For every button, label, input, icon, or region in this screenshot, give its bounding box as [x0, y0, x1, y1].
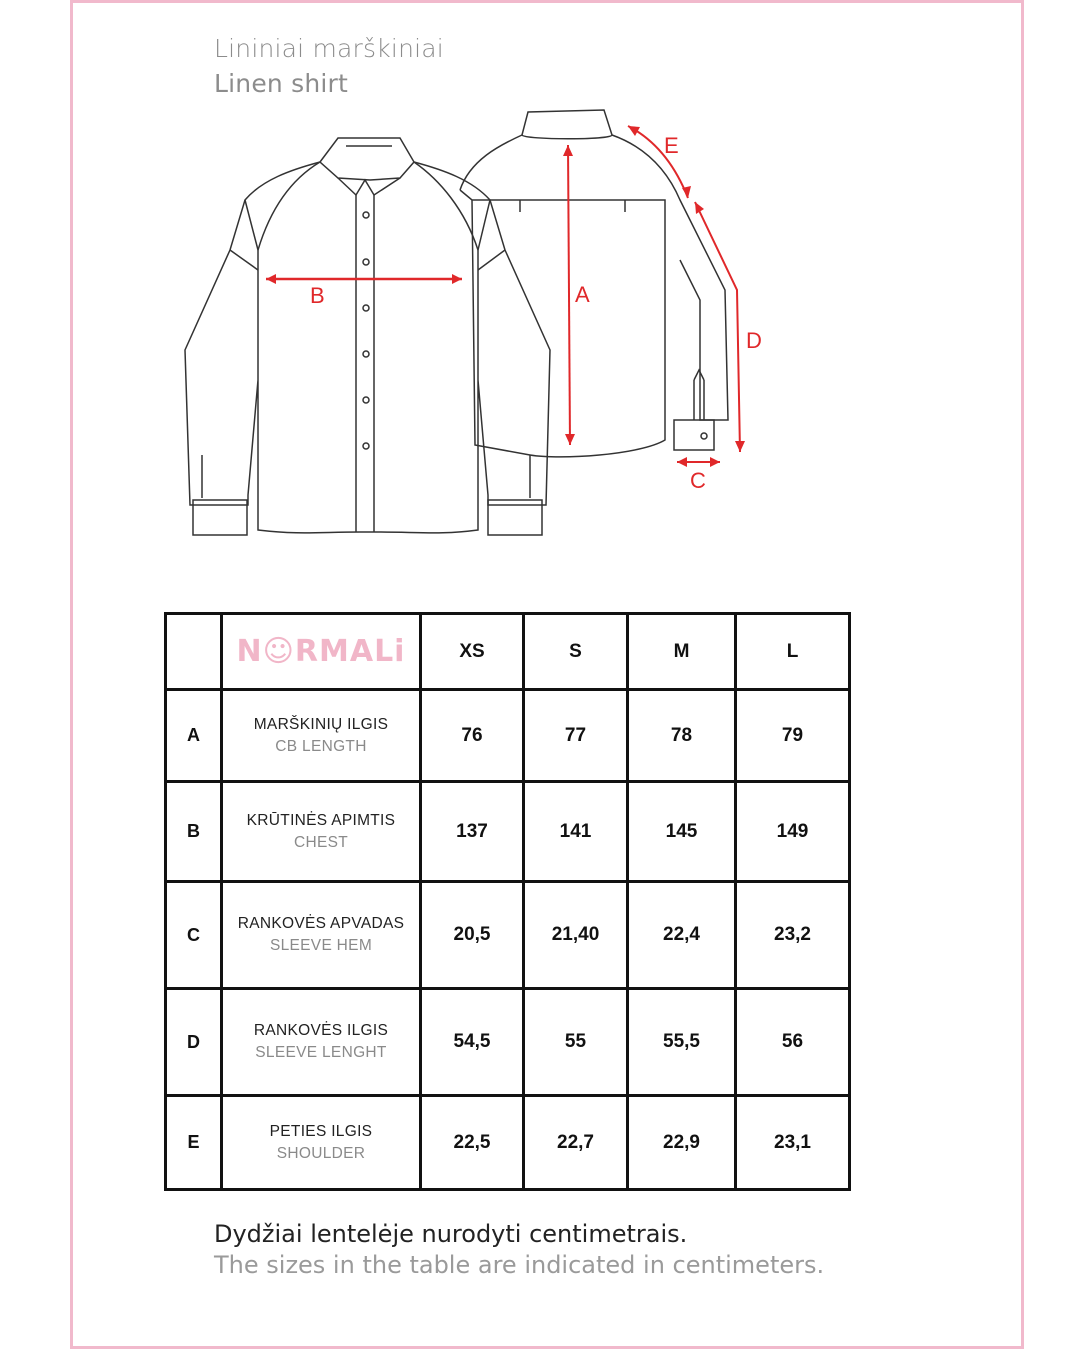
measure-name-lt: PETIES ILGIS — [269, 1122, 373, 1140]
row-letter: B — [166, 782, 222, 882]
shirt-diagram — [160, 100, 840, 570]
measure-name-cell — [222, 690, 421, 782]
size-value: 149 — [736, 782, 850, 882]
measure-name-en: CB LENGTH — [275, 737, 367, 755]
back-view — [460, 110, 728, 457]
size-value: 55,5 — [628, 989, 736, 1096]
label-a: A — [575, 282, 590, 307]
measure-name-cell — [222, 882, 421, 989]
row-letter: C — [166, 882, 222, 989]
measure-name-en: SLEEVE LENGHT — [255, 1044, 387, 1061]
size-value: 56 — [736, 989, 850, 1096]
label-d: D — [746, 328, 762, 353]
corner-cell — [166, 614, 222, 690]
size-value: 23,1 — [736, 1096, 850, 1190]
brand-logo-cell — [222, 614, 421, 690]
size-value: 79 — [736, 690, 850, 782]
measure-name-en: SHOULDER — [276, 1144, 366, 1162]
measure-name-lt: MARŠKINIŲ ILGIS — [253, 715, 389, 733]
measure-name-en: CHEST — [293, 833, 349, 851]
size-value: 54,5 — [421, 989, 524, 1096]
footer-note-en: The sizes in the table are indicated in centimeters. — [214, 1251, 825, 1279]
table-row — [166, 690, 850, 782]
measure-name-lt: KRŪTINĖS APIMTIS — [246, 811, 396, 829]
table-row — [166, 782, 850, 882]
row-letter: A — [166, 690, 222, 782]
size-value: 55 — [524, 989, 628, 1096]
measure-name-cell — [222, 1096, 421, 1190]
size-header: M — [628, 614, 736, 690]
table-row — [166, 989, 850, 1096]
row-letter: D — [166, 989, 222, 1096]
measure-name-lt: RANKOVĖS APVADAS — [237, 915, 405, 932]
title-lt: Lininiai marškiniai — [214, 34, 444, 63]
label-c: C — [690, 468, 706, 493]
size-value: 23,2 — [736, 882, 850, 989]
size-value: 22,9 — [628, 1096, 736, 1190]
measure-name-cell — [222, 782, 421, 882]
title-en: Linen shirt — [214, 69, 348, 98]
size-value: 137 — [421, 782, 524, 882]
size-value: 22,5 — [421, 1096, 524, 1190]
size-header: XS — [421, 614, 524, 690]
size-value: 22,7 — [524, 1096, 628, 1190]
size-value: 78 — [628, 690, 736, 782]
measure-name-lt: RANKOVĖS ILGIS — [253, 1022, 389, 1039]
size-value: 145 — [628, 782, 736, 882]
size-value: 76 — [421, 690, 524, 782]
chest-measure — [266, 274, 462, 308]
back-measures — [563, 126, 762, 493]
size-value: 141 — [524, 782, 628, 882]
label-e: E — [664, 133, 679, 158]
size-value: 21,40 — [524, 882, 628, 989]
row-letter: E — [166, 1096, 222, 1190]
size-value: 20,5 — [421, 882, 524, 989]
size-header: L — [736, 614, 850, 690]
size-value: 77 — [524, 690, 628, 782]
measure-name-en: SLEEVE HEM — [269, 937, 373, 954]
table-row — [166, 882, 850, 989]
size-table — [164, 612, 851, 1191]
brand-logo: N☺RMALi — [236, 634, 406, 669]
table-header-row — [166, 614, 850, 690]
size-header: S — [524, 614, 628, 690]
measure-name-cell — [222, 989, 421, 1096]
front-view — [185, 138, 550, 535]
label-b: B — [310, 283, 325, 308]
size-value: 22,4 — [628, 882, 736, 989]
table-row — [166, 1096, 850, 1190]
footer-note-lt: Dydžiai lentelėje nurodyti centimetrais. — [214, 1220, 688, 1248]
